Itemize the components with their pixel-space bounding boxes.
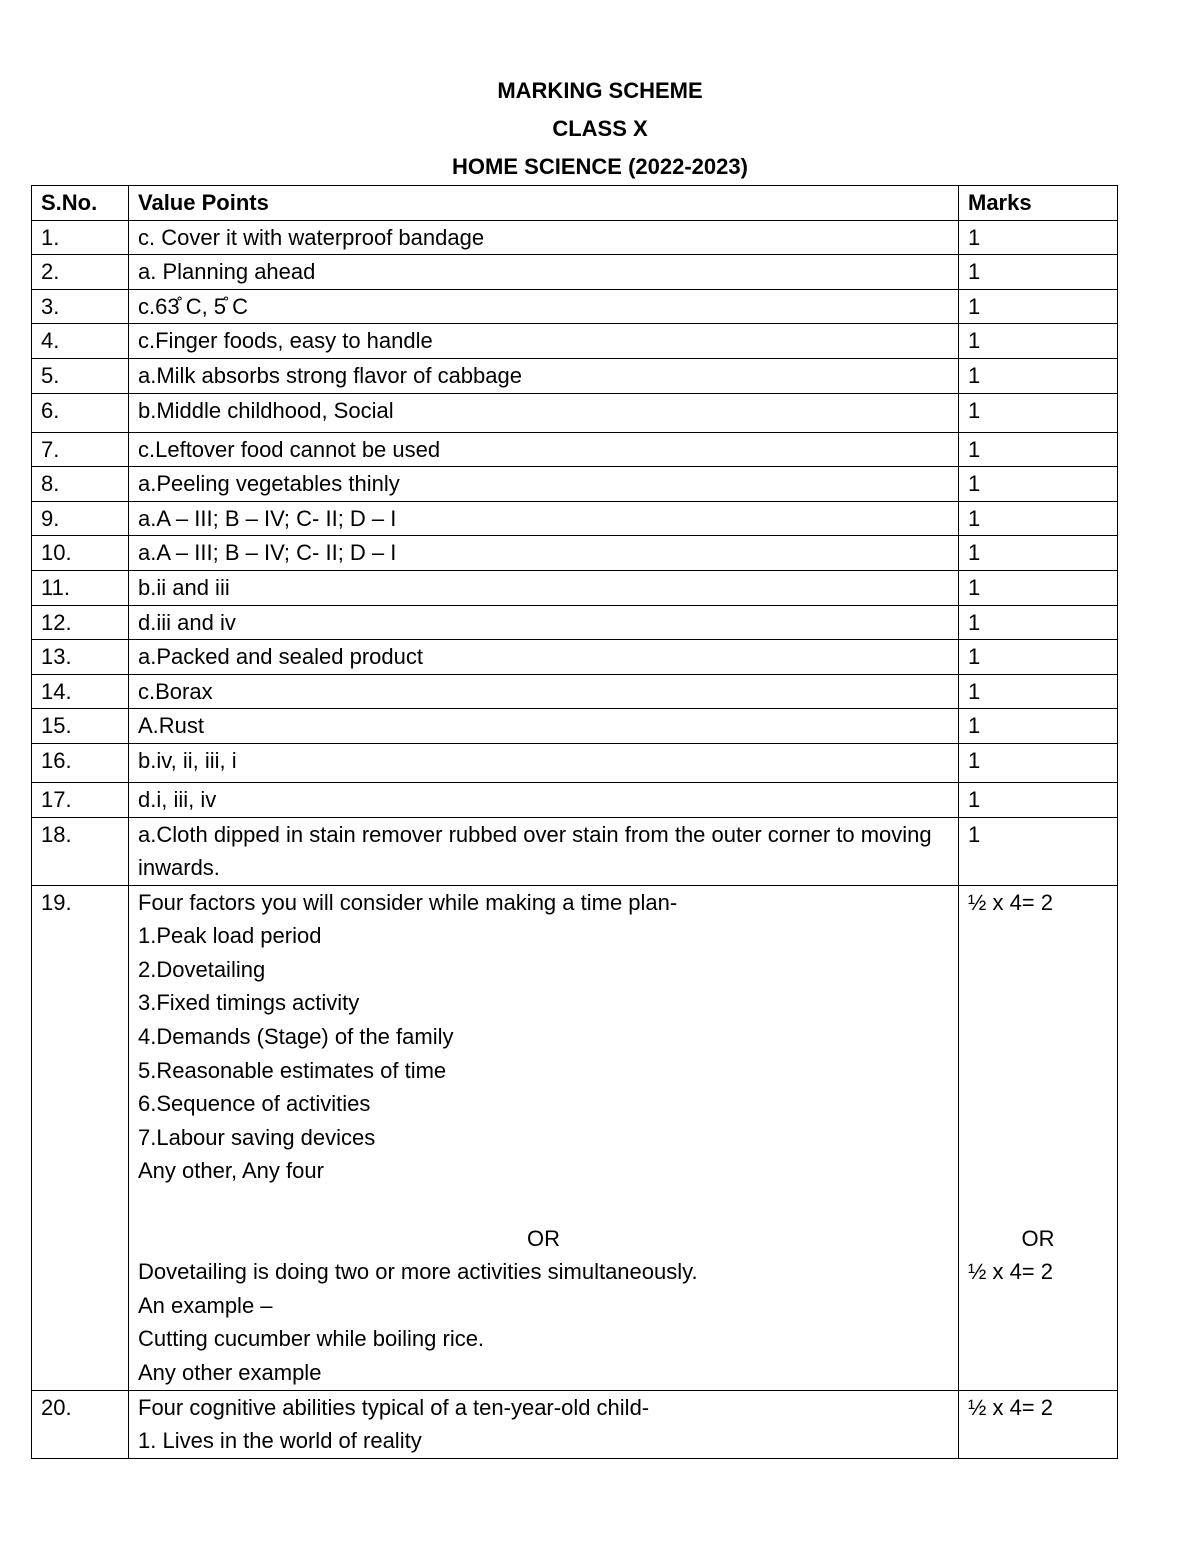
column-header-marks: Marks bbox=[959, 186, 1118, 221]
row-sno: 15. bbox=[32, 709, 129, 744]
row-marks: 1 bbox=[959, 570, 1118, 605]
marking-table bbox=[31, 185, 1118, 1459]
row-value-points: a.A – III; B – IV; C- II; D – I bbox=[129, 536, 959, 571]
spacer bbox=[968, 1121, 1108, 1155]
value-line: 4.Demands (Stage) of the family bbox=[138, 1024, 454, 1050]
table-row bbox=[32, 220, 1118, 255]
table-row bbox=[32, 289, 1118, 324]
row-marks: 1 bbox=[959, 255, 1118, 290]
row-value-points: b.iv, ii, iii, i bbox=[129, 743, 959, 782]
row-value-points: A.Rust bbox=[129, 709, 959, 744]
row-value-points bbox=[129, 885, 959, 1390]
row-sno: 3. bbox=[32, 289, 129, 324]
marks-value: ½ x 4= 2 bbox=[968, 1259, 1054, 1285]
row-sno: 6. bbox=[32, 393, 129, 432]
document-title: MARKING SCHEME bbox=[497, 78, 703, 103]
row-sno: 11. bbox=[32, 570, 129, 605]
row-sno: 20. bbox=[32, 1390, 129, 1458]
row-marks: 1 bbox=[959, 674, 1118, 709]
row-marks: 1 bbox=[959, 709, 1118, 744]
table-row bbox=[32, 255, 1118, 290]
row-sno: 14. bbox=[32, 674, 129, 709]
row-sno: 10. bbox=[32, 536, 129, 571]
row-sno: 8. bbox=[32, 467, 129, 502]
row-marks: 1 bbox=[959, 324, 1118, 359]
row-marks: 1 bbox=[959, 358, 1118, 393]
table-row bbox=[32, 501, 1118, 536]
row-marks: 1 bbox=[959, 817, 1118, 885]
row-value-points: a.Cloth dipped in stain remover rubbed over stain from the outer corner to moving inwards. bbox=[129, 817, 959, 885]
table-row bbox=[32, 358, 1118, 393]
spacer bbox=[968, 1087, 1108, 1121]
value-line: Four factors you will consider while making a time plan- bbox=[138, 889, 678, 915]
row-sno: 9. bbox=[32, 501, 129, 536]
row-sno: 17. bbox=[32, 782, 129, 817]
row-value-points: c.63̊ C, 5̊ C bbox=[129, 289, 959, 324]
row-value-points: b.ii and iii bbox=[129, 570, 959, 605]
value-line: 1.Peak load period bbox=[138, 923, 322, 949]
row-marks: 1 bbox=[959, 467, 1118, 502]
table-row bbox=[32, 1390, 1118, 1458]
row-sno: 18. bbox=[32, 817, 129, 885]
row-value-points: d.iii and iv bbox=[129, 605, 959, 640]
table-row bbox=[32, 536, 1118, 571]
row-marks: 1 bbox=[959, 220, 1118, 255]
table-row bbox=[32, 324, 1118, 359]
spacer bbox=[138, 1188, 949, 1222]
column-header-value-points: Value Points bbox=[129, 186, 959, 221]
value-line: Dovetailing is doing two or more activities simultaneously. bbox=[138, 1259, 698, 1285]
row-value-points: a. Planning ahead bbox=[129, 255, 959, 290]
row-sno: 16. bbox=[32, 743, 129, 782]
row-sno: 12. bbox=[32, 605, 129, 640]
row-value-points: a.A – III; B – IV; C- II; D – I bbox=[129, 501, 959, 536]
spacer bbox=[968, 1020, 1108, 1054]
table-row bbox=[32, 674, 1118, 709]
row-sno: 19. bbox=[32, 885, 129, 1390]
row-marks: 1 bbox=[959, 640, 1118, 675]
row-value-points bbox=[129, 1390, 959, 1458]
document-header bbox=[0, 72, 1200, 186]
value-line: 7.Labour saving devices bbox=[138, 1124, 376, 1150]
row-marks bbox=[959, 885, 1118, 1390]
table-body bbox=[32, 220, 1118, 1458]
row-marks: 1 bbox=[959, 605, 1118, 640]
row-value-points: a.Milk absorbs strong flavor of cabbage bbox=[129, 358, 959, 393]
class-label: CLASS X bbox=[552, 116, 648, 141]
row-marks: 1 bbox=[959, 393, 1118, 432]
marks-or-divider: OR bbox=[1021, 1225, 1055, 1251]
row-marks: 1 bbox=[959, 289, 1118, 324]
subject-label: HOME SCIENCE (2022-2023) bbox=[452, 154, 748, 179]
row-value-points: c.Borax bbox=[129, 674, 959, 709]
row-marks: 1 bbox=[959, 782, 1118, 817]
table-row bbox=[32, 782, 1118, 817]
value-line: 1. Lives in the world of reality bbox=[138, 1428, 422, 1454]
row-sno: 13. bbox=[32, 640, 129, 675]
row-value-points: c.Finger foods, easy to handle bbox=[129, 324, 959, 359]
row-value-points: c. Cover it with waterproof bandage bbox=[129, 220, 959, 255]
row-value-points: d.i, iii, iv bbox=[129, 782, 959, 817]
spacer bbox=[968, 1188, 1108, 1222]
table-row bbox=[32, 605, 1118, 640]
value-line: An example – bbox=[138, 1292, 273, 1318]
table-row bbox=[32, 817, 1118, 885]
marks-value: ½ x 4= 2 bbox=[968, 889, 1054, 915]
table-row bbox=[32, 570, 1118, 605]
value-line: 3.Fixed timings activity bbox=[138, 990, 360, 1016]
row-value-points: a.Peeling vegetables thinly bbox=[129, 467, 959, 502]
row-value-points: a.Packed and sealed product bbox=[129, 640, 959, 675]
table-row bbox=[32, 393, 1118, 432]
spacer bbox=[968, 953, 1108, 987]
spacer bbox=[968, 919, 1108, 953]
table-row bbox=[32, 709, 1118, 744]
or-divider: OR bbox=[527, 1225, 560, 1251]
row-value-points: b.Middle childhood, Social bbox=[129, 393, 959, 432]
row-marks: ½ x 4= 2 bbox=[959, 1390, 1118, 1458]
value-line: Any other example bbox=[138, 1360, 322, 1385]
spacer bbox=[968, 1154, 1108, 1188]
table-row bbox=[32, 885, 1118, 1390]
table-row bbox=[32, 432, 1118, 467]
row-sno: 5. bbox=[32, 358, 129, 393]
row-sno: 7. bbox=[32, 432, 129, 467]
spacer bbox=[968, 986, 1108, 1020]
value-line: Four cognitive abilities typical of a ten-year-old child- bbox=[138, 1394, 650, 1420]
row-sno: 2. bbox=[32, 255, 129, 290]
spacer bbox=[968, 1054, 1108, 1088]
row-marks: 1 bbox=[959, 743, 1118, 782]
row-value-points: c.Leftover food cannot be used bbox=[129, 432, 959, 467]
row-sno: 1. bbox=[32, 220, 129, 255]
value-line: Any other, Any four bbox=[138, 1158, 324, 1184]
table-row bbox=[32, 640, 1118, 675]
table-header-row bbox=[32, 186, 1118, 221]
column-header-sno: S.No. bbox=[32, 186, 129, 221]
row-sno: 4. bbox=[32, 324, 129, 359]
value-line: 5.Reasonable estimates of time bbox=[138, 1057, 447, 1083]
table-row bbox=[32, 467, 1118, 502]
row-marks: 1 bbox=[959, 501, 1118, 536]
value-line: 6.Sequence of activities bbox=[138, 1091, 371, 1117]
value-line: 2.Dovetailing bbox=[138, 956, 266, 982]
value-line: Cutting cucumber while boiling rice. bbox=[138, 1326, 485, 1352]
row-marks: 1 bbox=[959, 432, 1118, 467]
table-row bbox=[32, 743, 1118, 782]
row-marks: 1 bbox=[959, 536, 1118, 571]
